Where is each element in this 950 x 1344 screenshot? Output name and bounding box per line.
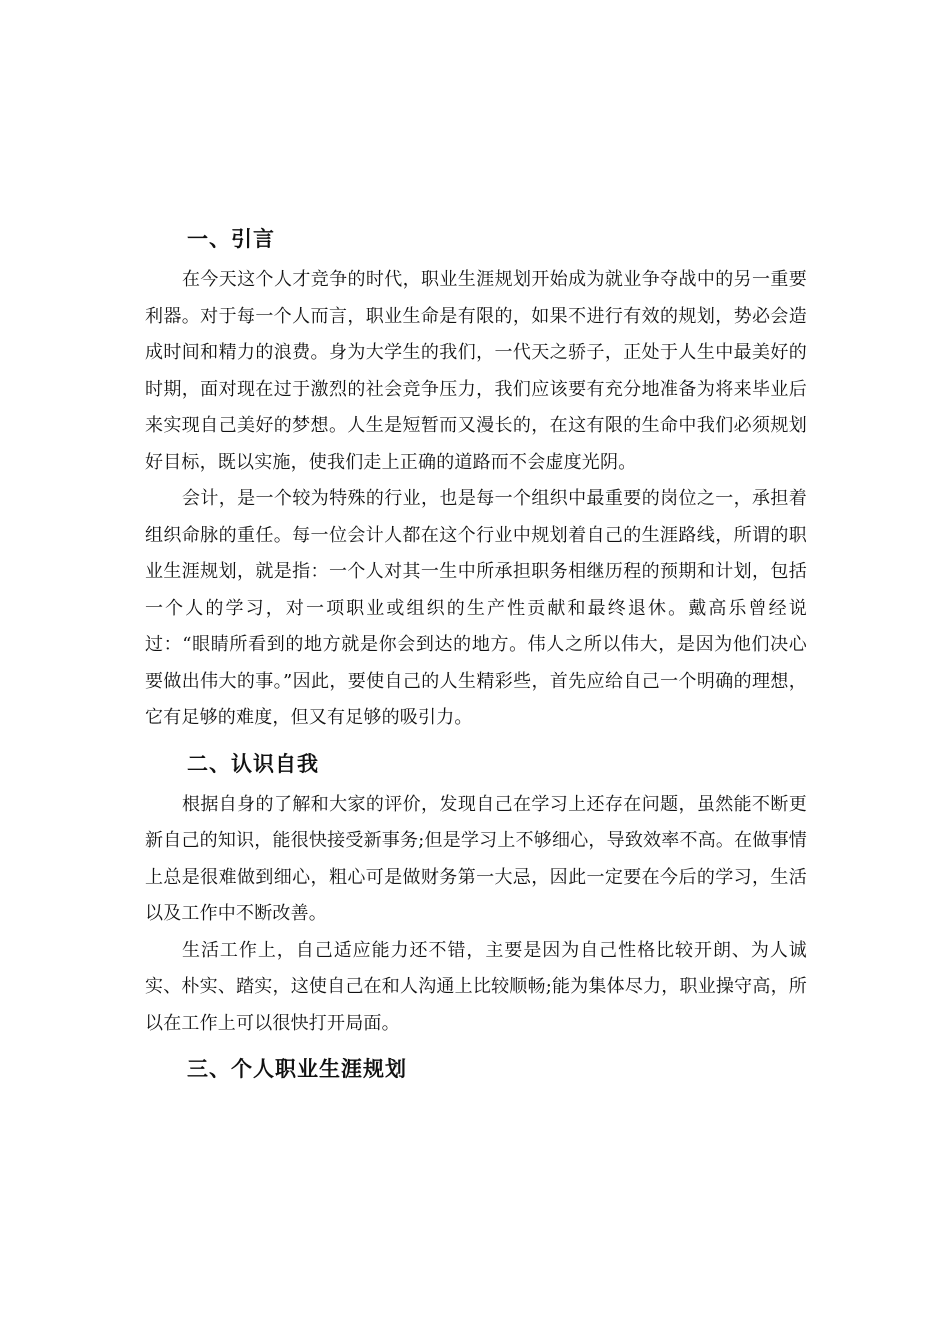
section-heading: 三、个人职业生涯规划 (187, 1057, 407, 1081)
section-self-knowledge (145, 747, 807, 1043)
section-introduction (145, 222, 807, 737)
section-heading: 二、认识自我 (187, 751, 319, 776)
paragraph: 会计，是一个较为特殊的行业，也是每一个组织中最重要的岗位之一，承担着组织命脉的重任。每一位会计人都在这个行业中规划着自己的生涯路线，所谓的职业生涯规划，就是指：一个人对其一生中所承担职务相继历程的预期和计划，包括一个人的学习，对一项职业或组织的生产性贡献和最终退休。戴高乐曾经说过：“眼睛所看到的地方就是你会到达的地方。伟人之所以伟大，是因为他们决心要做出伟大的事。”因此，要使自己的人生精彩些，首先应给自己一个明确的理想，它有足够的难度，但又有足够的吸引力。 (145, 488, 807, 728)
document-body (145, 222, 807, 1096)
section-heading: 一、引言 (187, 227, 275, 251)
paragraph: 根据自身的了解和大家的评价，发现自己在学习上还存在问题，虽然能不断更新自己的知识，能很快接受新事务;但是学习上不够细心，导致效率不高。在做事情上总是很难做到细心，粗心可是做财务第一大忌，因此一定要在今后的学习，生活以及工作中不断改善。 (145, 793, 807, 924)
paragraph: 生活工作上，自己适应能力还不错，主要是因为自己性格比较开朗、为人诚实、朴实、踏实，这使自己在和人沟通上比较顺畅;能为集体尽力，职业操守高，所以在工作上可以很快打开局面。 (145, 939, 807, 1034)
section-career-plan (145, 1052, 807, 1086)
paragraph: 在今天这个人才竞争的时代，职业生涯规划开始成为就业争夺战中的另一重要利器。对于每一个人而言，职业生命是有限的，如果不进行有效的规划，势必会造成时间和精力的浪费。身为大学生的我们，一代天之骄子，正处于人生中最美好的时期，面对现在过于激烈的社会竞争压力，我们应该要有充分地准备为将来毕业后来实现自己美好的梦想。人生是短暂而又漫长的，在这有限的生命中我们必须规划好目标，既以实施，使我们走上正确的道路而不会虚度光阴。 (145, 269, 807, 473)
